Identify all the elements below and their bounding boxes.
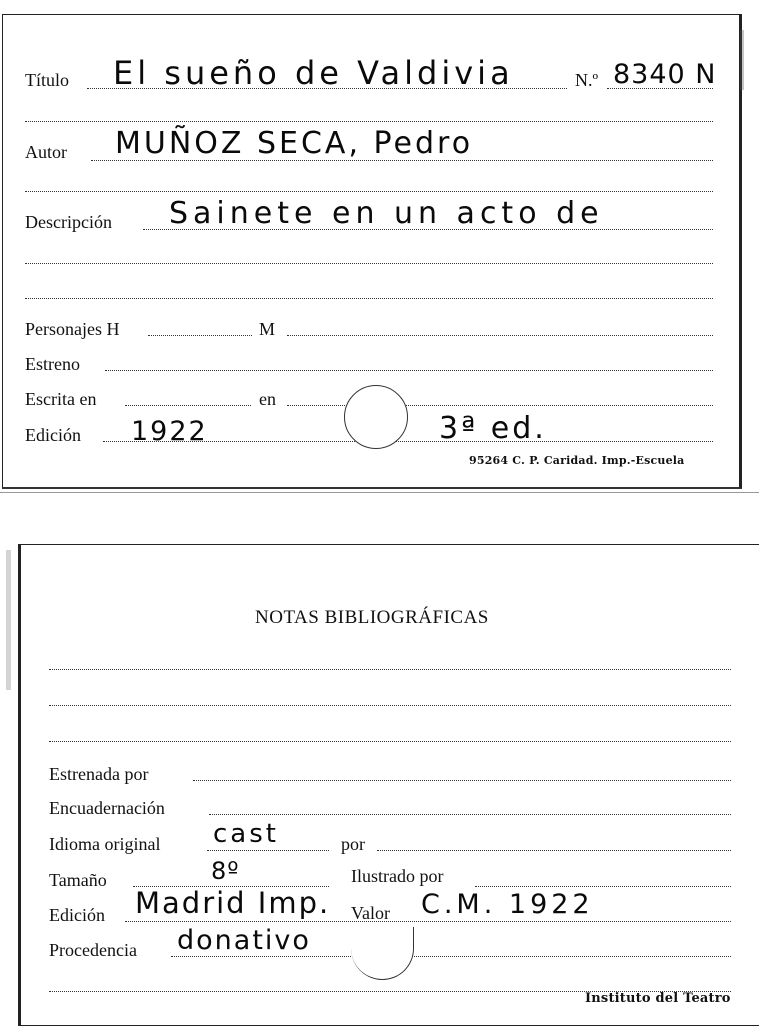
catalog-card-front — [2, 14, 742, 489]
descripcion-line — [143, 229, 713, 230]
notas-line-2 — [49, 705, 731, 706]
punch-hole — [344, 385, 408, 449]
encuadernacion-label: Encuadernación — [49, 798, 165, 818]
descripcion-line-2 — [25, 263, 713, 264]
escrita-en-label: en — [259, 389, 276, 409]
tamano-label: Tamaño — [49, 870, 107, 890]
estrenada-label: Estrenada por — [49, 764, 149, 784]
autor-label: Autor — [25, 142, 67, 162]
titulo-label: Título — [25, 70, 69, 90]
idioma-por-line — [377, 850, 731, 851]
escrita-line — [125, 405, 251, 406]
separator-line-1 — [25, 121, 713, 122]
personajes-m-label: M — [259, 319, 276, 339]
personajes-label: Personajes H — [25, 319, 120, 339]
back-edicion-line — [125, 921, 731, 922]
procedencia-value: donativo — [177, 925, 311, 956]
back-edicion-value: Madrid Imp. — [135, 886, 331, 920]
personajes-h-line — [148, 335, 252, 336]
valor-label: Valor — [351, 903, 390, 923]
titulo-line — [87, 88, 567, 89]
ilustrado-label: Ilustrado por — [351, 866, 444, 886]
separator-line-2 — [25, 191, 713, 192]
tamano-value: 8º — [211, 857, 240, 885]
descripcion-line-3 — [25, 298, 713, 299]
back-edicion-label: Edición — [49, 905, 105, 925]
valor-value: C.M. 1922 — [421, 889, 594, 920]
notas-line-3 — [49, 741, 731, 742]
scan-noise-1 — [740, 30, 744, 90]
notas-heading: NOTAS BIBLIOGRÁFICAS — [255, 607, 489, 628]
estrenada-line — [193, 780, 731, 781]
idioma-line — [207, 850, 329, 851]
catalog-card-back — [18, 544, 759, 1026]
procedencia-line — [171, 956, 731, 957]
edicion-label: Edición — [25, 425, 81, 445]
numero-line — [607, 88, 713, 89]
autor-line — [91, 160, 713, 161]
escrita-label: Escrita en — [25, 389, 97, 409]
numero-value: 8340 N — [613, 59, 717, 90]
numero-label: N.º — [575, 70, 599, 90]
descripcion-value: Sainete en un acto de — [169, 196, 604, 231]
idioma-value: cast — [213, 819, 279, 849]
back-punch-hole — [351, 927, 414, 980]
ilustrado-line — [475, 886, 731, 887]
estreno-line — [105, 370, 713, 371]
autor-value: MUÑOZ SECA, Pedro — [115, 126, 474, 161]
idioma-por-label: por — [341, 834, 365, 854]
procedencia-label: Procedencia — [49, 940, 137, 960]
institution-imprint: Instituto del Teatro — [585, 991, 731, 1006]
edicion-note: 3ª ed. — [439, 411, 547, 446]
personajes-m-line — [287, 335, 713, 336]
estreno-label: Estreno — [25, 354, 80, 374]
scan-noise-2 — [6, 550, 11, 690]
descripcion-label: Descripción — [25, 212, 112, 232]
encuadernacion-line — [209, 814, 731, 815]
edicion-value: 1922 — [131, 416, 208, 447]
printer-imprint: 95264 C. P. Caridad. Imp.-Escuela — [469, 454, 685, 467]
titulo-value: El sueño de Valdivia — [113, 54, 514, 92]
idioma-label: Idioma original — [49, 834, 161, 854]
notas-line-1 — [49, 669, 731, 670]
scan-edge-line — [0, 492, 759, 493]
